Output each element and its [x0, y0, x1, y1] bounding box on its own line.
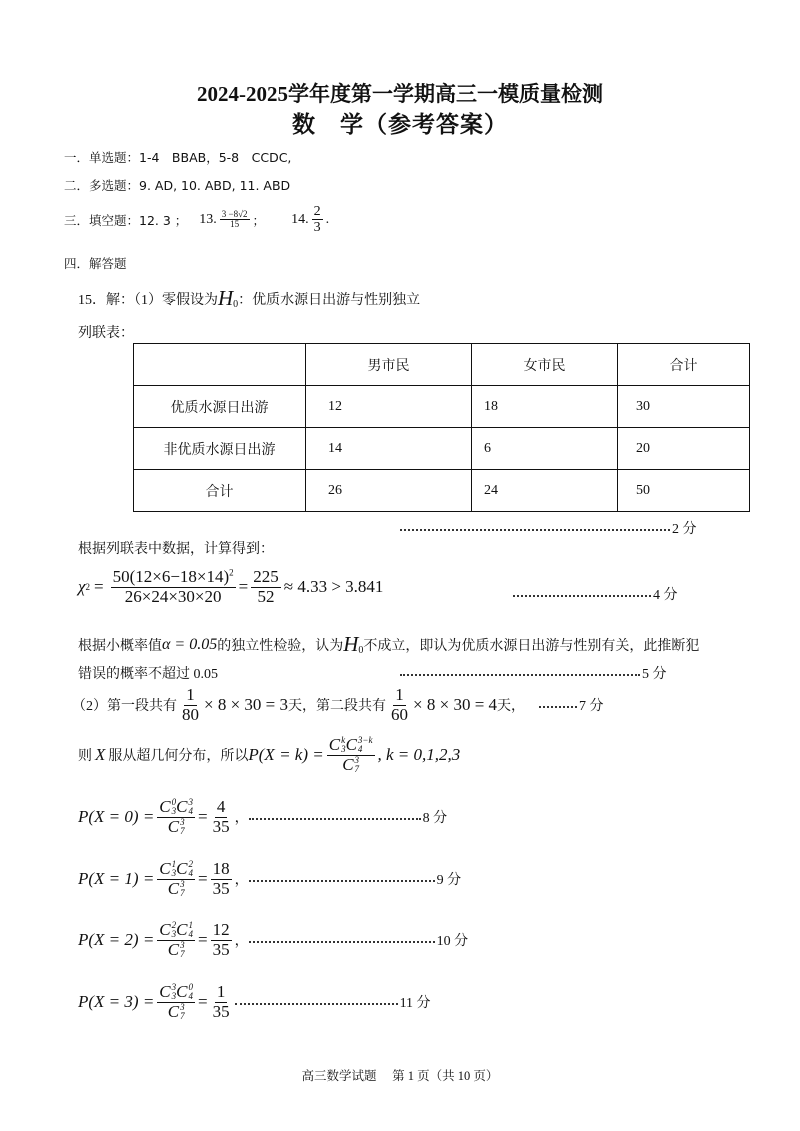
table-header-row [134, 344, 750, 386]
h-symbol: H [218, 286, 234, 310]
probability-row [78, 921, 468, 959]
den: 60 [391, 704, 409, 724]
table-row [134, 386, 750, 428]
alpha-value: α = 0.05 [162, 635, 218, 653]
comb-letter: C [159, 859, 171, 878]
row-label: 合计 [134, 470, 306, 512]
cell: 26 [306, 470, 472, 512]
equals: = [197, 869, 208, 889]
comb-letter: C [176, 859, 188, 878]
sub: 4 [357, 744, 363, 755]
var-x: X [95, 745, 106, 765]
fraction [389, 686, 410, 724]
num: 4 [216, 797, 226, 816]
q14-num: 2 [313, 204, 321, 219]
conclusion-line-2: 错误的概率不超过 0.05 [78, 667, 218, 682]
prob-lhs: P(X = 2) = [78, 930, 155, 950]
prob-lhs: P(X = 3) = [78, 992, 155, 1012]
chi-fraction [111, 568, 236, 606]
fill-blank-answers [64, 204, 329, 236]
h-subscript: 0 [358, 645, 364, 656]
single-choice-answers: 一．单选题：1-4 BBAB，5-8 CCDC, [64, 150, 292, 165]
comb-letter: C [328, 735, 341, 754]
score-line-2 [400, 518, 697, 538]
prob-value [211, 798, 232, 836]
conclusion-line-1 [78, 632, 699, 657]
chi-result: ≈ 4.33 > 3.841 [283, 577, 384, 597]
comb-letter: C [167, 816, 180, 836]
prob-value [211, 983, 232, 1021]
equals: = [93, 577, 104, 597]
sub: 4 [188, 929, 193, 940]
chi-square-equation [78, 568, 383, 606]
table-row [134, 428, 750, 470]
q14-end: . [325, 211, 330, 227]
text: 的独立性检验，认为 [217, 638, 344, 654]
comb-letter: C [176, 797, 188, 816]
pmf-lhs: P(X = k) = [248, 745, 324, 765]
sub: 7 [180, 888, 185, 899]
prob-value [211, 860, 232, 898]
value-den: 52 [257, 586, 275, 606]
hypothesis-text: ：优质水源日出游与性别独立 [238, 292, 421, 308]
value-num: 225 [253, 567, 279, 586]
k-range: , k = 0,1,2,3 [377, 745, 461, 765]
solutions-heading: 四．解答题 [64, 256, 127, 271]
q13-fraction [220, 210, 250, 231]
fraction [180, 686, 201, 724]
sub: 3 [171, 806, 177, 817]
pmf-fraction [327, 736, 375, 774]
q15-hypothesis [78, 286, 420, 311]
expr: × 8 × 30 = 3 [204, 695, 289, 715]
sup: 3 [180, 817, 185, 828]
sup: 3 [180, 940, 185, 951]
punct: ， [234, 934, 249, 950]
comb-letter: C [167, 1001, 180, 1021]
sub: 7 [180, 949, 185, 960]
comb-fraction [157, 921, 195, 959]
chi-numerator: 50(12×6−18×14) [112, 567, 230, 586]
sub: 3 [171, 929, 177, 940]
comb-letter: C [167, 939, 180, 959]
comb-letter: C [159, 982, 171, 1001]
num: 1 [216, 982, 226, 1001]
q14-fraction [312, 204, 323, 236]
table-row [134, 470, 750, 512]
dot-leader [539, 706, 577, 708]
score-line-4 [513, 584, 678, 604]
sub: 3 [171, 868, 177, 879]
num: 12 [212, 920, 230, 939]
comb-letter: C [159, 920, 171, 939]
den: 35 [212, 939, 230, 959]
dot-leader [249, 941, 435, 943]
probability-row [78, 798, 447, 836]
comb-fraction [157, 860, 195, 898]
row-label: 非优质水源日出游 [134, 428, 306, 470]
chi-exponent: 2 [85, 582, 90, 593]
sub: 7 [354, 764, 360, 775]
distribution-line [78, 736, 460, 774]
text: （2）第一段共有 [72, 699, 177, 715]
table-label: 列联表： [78, 326, 134, 341]
q14-label: 14. [291, 211, 309, 227]
prob-value [211, 921, 232, 959]
score-label: 10 分 [436, 934, 469, 950]
sup: 2 [171, 920, 177, 931]
prob-lhs: P(X = 0) = [78, 807, 155, 827]
sup: 0 [188, 982, 193, 993]
cell: 18 [472, 386, 618, 428]
score-line-5 [400, 663, 667, 683]
punct: ， [234, 873, 249, 889]
num: 18 [212, 859, 230, 878]
q14-den: 3 [313, 220, 321, 236]
header-cell: 合计 [618, 344, 750, 386]
text: 天， [497, 699, 526, 715]
cell: 50 [618, 470, 750, 512]
header-cell: 男市民 [306, 344, 472, 386]
sup: 0 [171, 797, 177, 808]
equals: = [197, 930, 208, 950]
dot-leader [235, 1003, 398, 1005]
score-label: 7 分 [579, 699, 604, 715]
sup: 3 [171, 982, 177, 993]
h-symbol: H [343, 632, 359, 656]
text: 根据小概率值 [78, 638, 162, 654]
text: 服从超几何分布，所以 [108, 749, 249, 765]
separator: ； [252, 212, 266, 228]
sup: 1 [171, 859, 177, 870]
text: 不成立，即认为优质水源日出游与性别有关，此推断犯 [363, 638, 700, 654]
cell: 14 [306, 428, 472, 470]
sup: 3−k [357, 735, 373, 746]
sub: 4 [188, 868, 193, 879]
cell: 20 [618, 428, 750, 470]
sup: 3 [180, 879, 185, 890]
equals: = [197, 807, 208, 827]
sub: 7 [180, 1011, 185, 1022]
comb-letter: C [342, 754, 354, 774]
prob-lhs: P(X = 1) = [78, 869, 155, 889]
expr: × 8 × 30 = 4 [413, 695, 498, 715]
num: 1 [186, 685, 195, 704]
den: 35 [212, 816, 230, 836]
score-label: 9 分 [436, 873, 462, 889]
header-cell: 女市民 [472, 344, 618, 386]
comb-letter: C [167, 878, 180, 898]
den: 35 [212, 1001, 230, 1021]
sup: 3 [180, 1002, 185, 1013]
score-label: 5 分 [642, 667, 667, 682]
sub: 4 [188, 991, 193, 1002]
sub: 7 [180, 826, 185, 837]
cell: 30 [618, 386, 750, 428]
sub: 3 [341, 744, 346, 755]
q15-intro: 15．解：（1）零假设为 [78, 292, 218, 308]
cell: 6 [472, 428, 618, 470]
chi-symbol: χ [78, 577, 86, 597]
sup: 3 [188, 797, 193, 808]
dot-leader [249, 818, 421, 820]
sup: k [341, 735, 346, 746]
sup: 3 [354, 755, 360, 766]
comb-letter: C [345, 735, 357, 754]
chi-value-fraction [251, 568, 281, 606]
page-footer: 高三数学试题 第 1 页（共 10 页） [301, 1069, 499, 1083]
cell: 24 [472, 470, 618, 512]
q13-label: 13. [199, 211, 217, 227]
part2-line [72, 686, 604, 724]
comb-letter: C [176, 982, 188, 1001]
calc-intro: 根据列联表中数据，计算得到： [78, 542, 274, 557]
dot-leader [400, 529, 670, 531]
probability-row [78, 983, 431, 1021]
fill-label: 三．填空题：12. 3 ； [64, 212, 188, 228]
sub: 4 [188, 806, 193, 817]
equals: = [238, 577, 249, 597]
den: 35 [212, 878, 230, 898]
dot-leader [400, 674, 640, 676]
equals: = [197, 992, 208, 1012]
sup: 1 [188, 920, 193, 931]
row-label: 优质水源日出游 [134, 386, 306, 428]
probability-row [78, 860, 461, 898]
comb-fraction [157, 983, 195, 1021]
comb-letter: C [176, 920, 188, 939]
dot-leader [249, 880, 435, 882]
score-label: 8 分 [422, 811, 448, 827]
score-label: 4 分 [653, 588, 678, 603]
multi-choice-answers: 二．多选题：9. AD, 10. ABD, 11. ABD [64, 178, 291, 193]
comb-letter: C [159, 797, 171, 816]
den: 80 [182, 704, 199, 724]
punct: ， [234, 811, 249, 827]
chi-denominator: 26×24×30×20 [124, 586, 222, 606]
score-label: 11 分 [399, 996, 431, 1012]
header-cell [134, 344, 306, 386]
q13-den: 15 [230, 219, 240, 230]
cell: 12 [306, 386, 472, 428]
text: 则 [78, 749, 92, 765]
numerator-exponent: 2 [229, 567, 234, 578]
comb-fraction [157, 798, 195, 836]
sup: 2 [188, 859, 193, 870]
q13-num: 3 −8√2 [221, 208, 248, 219]
score-label: 2 分 [672, 522, 697, 537]
contingency-table [133, 343, 750, 512]
text: 天，第二段共有 [288, 699, 387, 715]
h-subscript: 0 [233, 299, 239, 310]
sub: 3 [171, 991, 177, 1002]
dot-leader [513, 595, 651, 597]
num: 1 [395, 685, 404, 704]
document-title: 2024-2025学年度第一学期高三一模质量检测 [197, 82, 603, 106]
document-subtitle: 数 学（参考答案） [292, 112, 508, 137]
